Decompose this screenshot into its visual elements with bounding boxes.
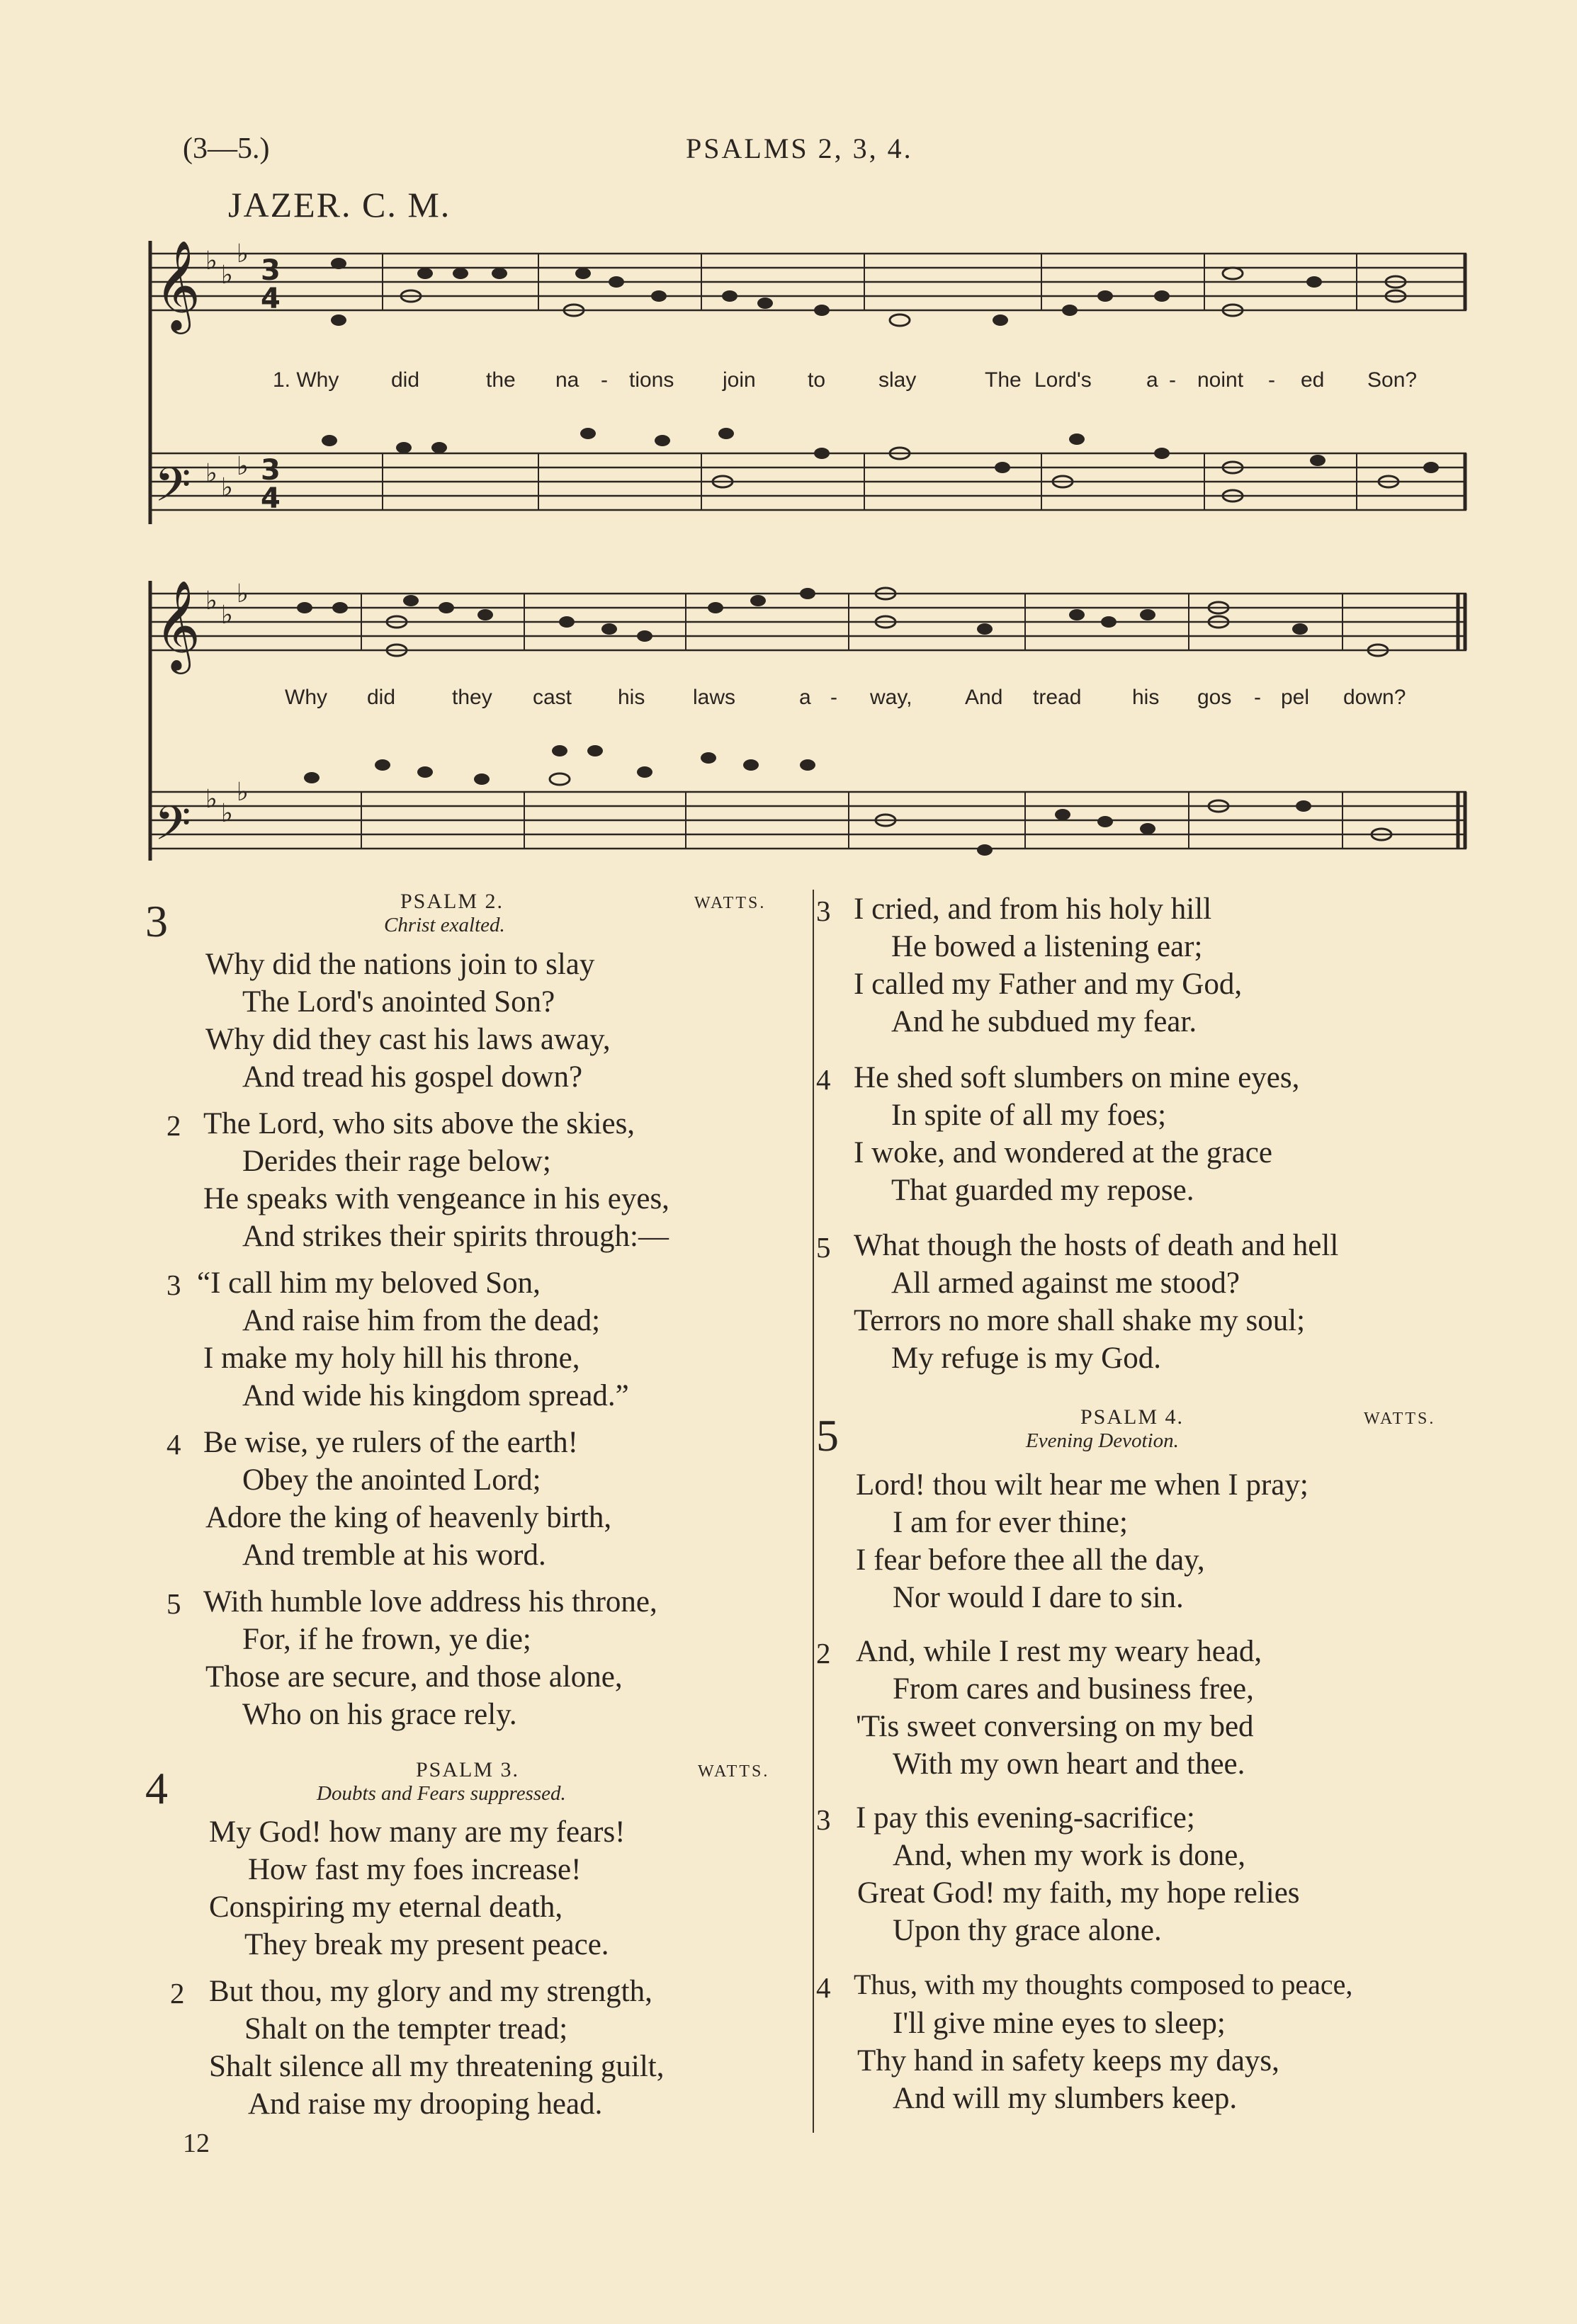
verse-line: Derides their rage below; xyxy=(242,1145,551,1178)
lyric-syllable: ed xyxy=(1301,368,1325,392)
lyric-syllable: 1. Why xyxy=(273,368,339,392)
svg-text:♭: ♭ xyxy=(237,452,249,481)
tune-name: JAZER. C. M. xyxy=(228,185,451,225)
verse-line: I pay this evening-sacrifice; xyxy=(856,1801,1195,1835)
verse-number: 5 xyxy=(816,1231,831,1264)
verse-line: I make my holy hill his throne, xyxy=(203,1342,580,1375)
lyric-syllable: - xyxy=(1254,686,1261,709)
svg-text:𝄢: 𝄢 xyxy=(154,796,191,862)
lyric-syllable: the xyxy=(486,368,516,392)
verse-line: I am for ever thine; xyxy=(893,1506,1128,1539)
header-section-range: (3—5.) xyxy=(183,132,270,165)
verse-line: And, when my work is done, xyxy=(893,1839,1246,1872)
lyric-syllable: they xyxy=(452,686,492,709)
verse-line: Why did they cast his laws away, xyxy=(205,1023,611,1056)
verse-number: 2 xyxy=(170,1977,185,2010)
psalm-author: WATTS. xyxy=(698,1762,770,1781)
lyric-syllable: - xyxy=(1268,368,1275,392)
lyric-syllable: slay xyxy=(878,368,917,392)
verse-line: The Lord's anointed Son? xyxy=(242,985,555,1019)
verse-line: He shed soft slumbers on mine eyes, xyxy=(854,1061,1300,1094)
verse-line: Be wise, ye rulers of the earth! xyxy=(203,1426,578,1459)
lyric-syllable: pel xyxy=(1281,686,1310,709)
lyric-syllable: tread xyxy=(1033,686,1082,709)
psalm-title: PSALM 4. xyxy=(1080,1405,1185,1429)
svg-text:♭: ♭ xyxy=(221,473,233,502)
verse-line: Those are secure, and those alone, xyxy=(205,1660,623,1694)
lyric-syllable: his xyxy=(1132,686,1160,709)
verse-line: He speaks with vengeance in his eyes, xyxy=(203,1182,669,1215)
column-divider xyxy=(813,890,814,2133)
verse-line: From cares and business free, xyxy=(893,1672,1254,1706)
verse-line: He bowed a listening ear; xyxy=(891,930,1203,963)
lyric-syllable: Lord's xyxy=(1034,368,1092,392)
lyric-syllable: a xyxy=(799,686,811,709)
verse-line: Thus, with my thoughts composed to peace, xyxy=(854,1968,1353,2000)
verse-number: 3 xyxy=(166,1269,181,1301)
lyric-syllable: gos xyxy=(1197,686,1232,709)
verse-line: The Lord, who sits above the skies, xyxy=(203,1107,635,1140)
psalm-author: WATTS. xyxy=(694,894,767,912)
verse-line: How fast my foes increase! xyxy=(248,1853,582,1886)
verse-line: I fear before thee all the day, xyxy=(856,1543,1205,1577)
hymn-number: 4 xyxy=(145,1763,168,1813)
svg-text:♭: ♭ xyxy=(205,246,217,276)
verse-line: Conspiring my eternal death, xyxy=(209,1891,563,1924)
svg-text:4: 4 xyxy=(261,482,281,515)
verse-line: But thou, my glory and my strength, xyxy=(209,1975,652,2008)
verse-line: And tremble at his word. xyxy=(242,1538,546,1572)
lyric-syllable: cast xyxy=(533,686,572,709)
verse-line: Great God! my faith, my hope relies xyxy=(857,1876,1300,1910)
svg-text:𝄢: 𝄢 xyxy=(154,458,191,523)
lyric-syllable: did xyxy=(391,368,420,392)
verse-number: 4 xyxy=(816,1063,831,1096)
verse-line: Upon thy grace alone. xyxy=(893,1914,1162,1947)
verse-line: I called my Father and my God, xyxy=(854,968,1243,1001)
verse-line: “I call him my beloved Son, xyxy=(197,1266,541,1300)
psalm-subtitle: Christ exalted. xyxy=(384,914,505,936)
verse-line: And wide his kingdom spread.” xyxy=(242,1379,629,1412)
psalm-title: PSALM 3. xyxy=(416,1758,520,1781)
verse-line: And raise my drooping head. xyxy=(248,2087,603,2121)
verse-line: With humble love address his throne, xyxy=(203,1585,657,1619)
verse-line: All armed against me stood? xyxy=(891,1266,1240,1300)
svg-text:3: 3 xyxy=(261,254,281,287)
verse-line: Adore the king of heavenly birth, xyxy=(205,1501,612,1534)
lyric-syllable: The xyxy=(985,368,1022,392)
svg-text:♭: ♭ xyxy=(205,785,217,814)
lyric-syllable: down? xyxy=(1343,686,1406,709)
lyric-syllable: a xyxy=(1146,368,1158,392)
lyric-syllable: And xyxy=(965,686,1003,709)
lyric-syllable: Why xyxy=(285,686,327,709)
verse-line: Shalt on the tempter tread; xyxy=(244,2012,568,2046)
lyric-syllable: his xyxy=(618,686,645,709)
bass-staff-2 xyxy=(150,792,1466,849)
verse-line: What though the hosts of death and hell xyxy=(854,1229,1339,1262)
verse-line: I cried, and from his holy hill xyxy=(854,892,1212,926)
verse-line: Thy hand in safety keeps my days, xyxy=(857,2044,1279,2078)
verse-line: Terrors no more shall shake my soul; xyxy=(854,1304,1306,1337)
lyric-syllable: join xyxy=(723,368,756,392)
svg-text:♭: ♭ xyxy=(237,778,249,807)
lyric-syllable: - xyxy=(830,686,837,709)
page-number: 12 xyxy=(183,2129,210,2158)
verse-number: 3 xyxy=(816,895,831,927)
verse-line: Why did the nations join to slay xyxy=(205,948,595,981)
hymn-number: 3 xyxy=(145,896,168,946)
verse-line: And will my slumbers keep. xyxy=(893,2082,1238,2115)
verse-line: I woke, and wondered at the grace xyxy=(854,1136,1272,1169)
lyric-syllable: did xyxy=(367,686,396,709)
verse-line: My God! how many are my fears! xyxy=(209,1815,626,1849)
svg-text:♭: ♭ xyxy=(237,239,249,268)
psalm-title: PSALM 2. xyxy=(400,890,504,913)
verse-number: 4 xyxy=(816,1971,831,2004)
lyric-syllable: tions xyxy=(629,368,674,392)
verse-number: 2 xyxy=(166,1109,181,1142)
verse-line: I'll give mine eyes to sleep; xyxy=(893,2007,1226,2040)
verse-line: Who on his grace rely. xyxy=(242,1698,517,1731)
hymn-number: 5 xyxy=(816,1410,839,1461)
psalm-subtitle: Doubts and Fears suppressed. xyxy=(317,1782,566,1805)
svg-text:𝄞: 𝄞 xyxy=(154,239,201,330)
verse-line: That guarded my repose. xyxy=(891,1174,1194,1207)
lyric-syllable: to xyxy=(808,368,826,392)
lyric-syllable: noint xyxy=(1197,368,1244,392)
treble-staff-2 xyxy=(150,594,1466,650)
verse-line: Obey the anointed Lord; xyxy=(242,1463,541,1497)
bass-staff-1 xyxy=(150,453,1466,510)
music-score xyxy=(0,0,1577,864)
svg-text:♭: ♭ xyxy=(237,579,249,608)
svg-text:𝄞: 𝄞 xyxy=(154,579,201,670)
verse-line: For, if he frown, ye die; xyxy=(242,1623,531,1656)
lyric-syllable: way, xyxy=(870,686,912,709)
verse-line: Lord! thou wilt hear me when I pray; xyxy=(856,1468,1308,1502)
verse-line: They break my present peace. xyxy=(244,1928,609,1961)
lyric-syllable: Son? xyxy=(1367,368,1418,392)
verse-line: Nor would I dare to sin. xyxy=(893,1581,1184,1614)
verse-line: And raise him from the dead; xyxy=(242,1304,601,1337)
verse-line: With my own heart and thee. xyxy=(893,1747,1245,1781)
lyric-syllable: - xyxy=(601,368,608,392)
psalm-subtitle: Evening Devotion. xyxy=(1026,1429,1179,1452)
psalm-author: WATTS. xyxy=(1364,1410,1436,1428)
treble-staff-1 xyxy=(150,254,1466,310)
verse-line: Shalt silence all my threatening guilt, xyxy=(209,2050,665,2083)
svg-text:♭: ♭ xyxy=(221,261,233,290)
svg-text:♭: ♭ xyxy=(205,586,217,616)
verse-line: And strikes their spirits through:— xyxy=(242,1220,669,1253)
lyric-syllable: laws xyxy=(693,686,736,709)
verse-line: My refuge is my God. xyxy=(891,1342,1161,1375)
verse-number: 3 xyxy=(816,1803,831,1836)
svg-text:4: 4 xyxy=(261,283,281,315)
header-title: PSALMS 2, 3, 4. xyxy=(686,132,913,164)
svg-text:3: 3 xyxy=(261,454,281,487)
lyric-syllable: na xyxy=(555,368,580,392)
verse-number: 2 xyxy=(816,1637,831,1670)
verse-line: 'Tis sweet conversing on my bed xyxy=(856,1710,1254,1743)
verse-line: And he subdued my fear. xyxy=(891,1005,1197,1038)
verse-line: And tread his gospel down? xyxy=(242,1060,583,1094)
svg-text:♭: ♭ xyxy=(221,799,233,828)
verse-number: 4 xyxy=(166,1428,181,1461)
lyric-syllable: - xyxy=(1169,368,1176,392)
verse-line: And, while I rest my weary head, xyxy=(856,1635,1262,1668)
verse-number: 5 xyxy=(166,1587,181,1620)
svg-text:♭: ♭ xyxy=(205,459,217,488)
svg-text:♭: ♭ xyxy=(221,601,233,630)
verse-line: In spite of all my foes; xyxy=(891,1099,1167,1132)
